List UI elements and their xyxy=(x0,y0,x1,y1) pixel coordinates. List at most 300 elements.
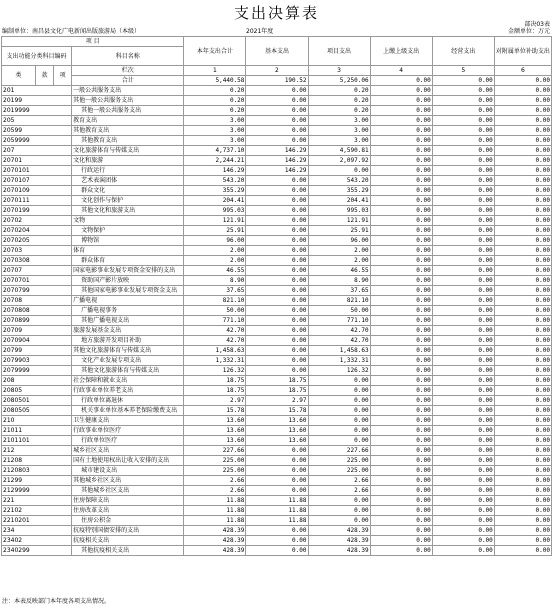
amount-cell: 0.00 xyxy=(370,166,432,176)
amount-cell: 0.00 xyxy=(246,136,308,146)
amount-cell: 0.00 xyxy=(432,216,494,226)
amount-cell: 821.10 xyxy=(184,296,246,306)
amount-cell: 0.00 xyxy=(432,146,494,156)
amount-cell: 0.00 xyxy=(370,276,432,286)
amount-cell: 13.60 xyxy=(184,416,246,426)
amount-cell: 0.00 xyxy=(432,106,494,116)
subject-code: 2059999 xyxy=(2,136,72,146)
amount-cell: 0.00 xyxy=(370,416,432,426)
amount-cell: 1,332.31 xyxy=(308,356,370,366)
amount-cell: 11.88 xyxy=(184,496,246,506)
amount-cell: 0.00 xyxy=(370,536,432,546)
subject-name: 其他城乡社区支出 xyxy=(72,476,184,486)
table-row xyxy=(2,166,552,176)
table-row xyxy=(2,106,552,116)
amount-cell: 428.39 xyxy=(184,526,246,536)
header-heji: 合计 xyxy=(72,76,184,86)
total-cell: 0.00 xyxy=(432,76,494,86)
amount-cell: 0.00 xyxy=(432,196,494,206)
amount-cell: 0.00 xyxy=(432,246,494,256)
subject-code: 2340299 xyxy=(2,546,72,556)
subject-code: 20708 xyxy=(2,296,72,306)
subject-name: 城乡社区支出 xyxy=(72,446,184,456)
subject-code: 2070799 xyxy=(2,286,72,296)
subject-name: 旅游发展基金支出 xyxy=(72,326,184,336)
amount-cell: 0.20 xyxy=(308,86,370,96)
amount-cell: 0.00 xyxy=(494,316,551,326)
amount-cell: 428.39 xyxy=(308,546,370,556)
amount-cell: 0.00 xyxy=(494,356,551,366)
amount-cell: 0.00 xyxy=(308,416,370,426)
table-row xyxy=(2,266,552,276)
expenditure-table xyxy=(1,36,552,556)
amount-cell: 0.00 xyxy=(432,266,494,276)
amount-cell: 0.00 xyxy=(246,226,308,236)
table-row xyxy=(2,516,552,526)
table-row xyxy=(2,286,552,296)
table-row xyxy=(2,296,552,306)
amount-cell: 0.00 xyxy=(494,236,551,246)
amount-cell: 0.00 xyxy=(370,186,432,196)
subject-name: 体育 xyxy=(72,246,184,256)
amount-cell: 2.66 xyxy=(184,476,246,486)
amount-cell: 2.00 xyxy=(308,256,370,266)
subject-name: 城市建设支出 xyxy=(72,466,184,476)
amount-cell: 0.00 xyxy=(308,426,370,436)
amount-cell: 0.00 xyxy=(432,296,494,306)
amount-cell: 18.75 xyxy=(246,376,308,386)
amount-cell: 0.00 xyxy=(432,186,494,196)
subject-code: 2070109 xyxy=(2,186,72,196)
header-col-3: 项目支出 xyxy=(308,37,370,66)
amount-cell: 0.00 xyxy=(432,386,494,396)
amount-cell: 3.00 xyxy=(184,136,246,146)
table-row xyxy=(2,246,552,256)
amount-cell: 225.00 xyxy=(184,466,246,476)
table-row xyxy=(2,456,552,466)
subject-code: 2079903 xyxy=(2,356,72,366)
amount-cell: 8.90 xyxy=(184,276,246,286)
amount-cell: 0.00 xyxy=(494,496,551,506)
table-row xyxy=(2,376,552,386)
amount-cell: 0.00 xyxy=(494,486,551,496)
subject-code: 221 xyxy=(2,496,72,506)
amount-cell: 0.00 xyxy=(370,306,432,316)
amount-cell: 1,458.63 xyxy=(308,346,370,356)
subject-code: 2101101 xyxy=(2,436,72,446)
amount-cell: 13.60 xyxy=(246,426,308,436)
amount-cell: 0.00 xyxy=(494,406,551,416)
table-row xyxy=(2,536,552,546)
table-row xyxy=(2,216,552,226)
amount-cell: 25.91 xyxy=(308,226,370,236)
amount-cell: 0.00 xyxy=(494,526,551,536)
amount-cell: 0.00 xyxy=(494,266,551,276)
amount-cell: 0.00 xyxy=(432,256,494,266)
table-row xyxy=(2,366,552,376)
table-row xyxy=(2,436,552,446)
subject-name: 资助国产影片放映 xyxy=(72,276,184,286)
amount-cell: 0.00 xyxy=(432,396,494,406)
amount-cell: 0.00 xyxy=(494,536,551,546)
amount-cell: 225.00 xyxy=(184,456,246,466)
page-title: 支出决算表 xyxy=(233,4,319,22)
subject-code: 210 xyxy=(2,416,72,426)
amount-cell: 0.00 xyxy=(246,466,308,476)
header-lanci: 栏次 xyxy=(72,66,184,76)
subject-name: 抗疫特别国债安排的支出 xyxy=(72,526,184,536)
total-cell: 0.00 xyxy=(370,76,432,86)
amount-cell: 0.00 xyxy=(494,146,551,156)
amount-cell: 8.90 xyxy=(308,276,370,286)
amount-cell: 0.00 xyxy=(308,386,370,396)
amount-cell: 0.00 xyxy=(370,206,432,216)
amount-cell: 3.00 xyxy=(308,126,370,136)
amount-cell: 0.00 xyxy=(246,346,308,356)
amount-cell: 2.97 xyxy=(246,396,308,406)
amount-cell: 2.97 xyxy=(184,396,246,406)
amount-cell: 3.00 xyxy=(308,116,370,126)
subject-name: 行政单位离退休 xyxy=(72,396,184,406)
amount-cell: 146.29 xyxy=(184,166,246,176)
amount-cell: 0.00 xyxy=(432,486,494,496)
subject-code: 205 xyxy=(2,116,72,126)
sheet-number: 部决03表 xyxy=(524,21,550,28)
amount-cell: 0.00 xyxy=(370,266,432,276)
subject-name: 卫生健康支出 xyxy=(72,416,184,426)
table-row xyxy=(2,496,552,506)
table-row xyxy=(2,306,552,316)
subject-code: 2070199 xyxy=(2,206,72,216)
amount-cell: 0.00 xyxy=(370,316,432,326)
amount-cell: 0.00 xyxy=(370,546,432,556)
amount-cell: 0.00 xyxy=(246,296,308,306)
subject-name: 其他文化和旅游支出 xyxy=(72,206,184,216)
amount-cell: 2,097.92 xyxy=(308,156,370,166)
amount-cell: 355.29 xyxy=(308,186,370,196)
amount-cell: 0.00 xyxy=(494,226,551,236)
amount-cell: 0.00 xyxy=(494,456,551,466)
subject-code: 22102 xyxy=(2,506,72,516)
amount-cell: 0.00 xyxy=(494,516,551,526)
amount-cell: 0.00 xyxy=(370,196,432,206)
amount-cell: 0.00 xyxy=(370,506,432,516)
amount-cell: 0.00 xyxy=(370,286,432,296)
amount-cell: 0.00 xyxy=(370,366,432,376)
amount-cell: 0.00 xyxy=(432,96,494,106)
amount-cell: 0.00 xyxy=(370,106,432,116)
amount-cell: 0.00 xyxy=(370,496,432,506)
subject-code: 2070101 xyxy=(2,166,72,176)
amount-cell: 0.00 xyxy=(494,176,551,186)
amount-cell: 0.00 xyxy=(432,426,494,436)
amount-cell: 821.10 xyxy=(308,296,370,306)
amount-cell: 0.00 xyxy=(370,156,432,166)
subject-code: 2070111 xyxy=(2,196,72,206)
subject-code: 2120803 xyxy=(2,466,72,476)
amount-cell: 0.00 xyxy=(370,96,432,106)
header-func-code: 支出功能分类科目编码 xyxy=(2,47,72,66)
subject-name: 群众文化 xyxy=(72,186,184,196)
amount-cell: 1,458.63 xyxy=(184,346,246,356)
amount-cell: 0.00 xyxy=(246,306,308,316)
subject-name: 住房公积金 xyxy=(72,516,184,526)
total-cell: 5,250.06 xyxy=(308,76,370,86)
table-row xyxy=(2,546,552,556)
subject-name: 国家电影事业发展专项资金安排的支出 xyxy=(72,266,184,276)
amount-cell: 0.00 xyxy=(432,136,494,146)
amount-cell: 4,737.10 xyxy=(184,146,246,156)
report-year: 2021年度 xyxy=(246,28,274,35)
amount-cell: 0.00 xyxy=(494,276,551,286)
amount-cell: 0.00 xyxy=(308,166,370,176)
amount-cell: 0.00 xyxy=(370,346,432,356)
amount-cell: 0.00 xyxy=(432,306,494,316)
amount-cell: 0.00 xyxy=(246,236,308,246)
amount-cell: 0.00 xyxy=(308,376,370,386)
header-col-4: 上缴上级支出 xyxy=(370,37,432,66)
amount-cell: 0.00 xyxy=(370,456,432,466)
amount-cell: 13.60 xyxy=(246,416,308,426)
table-row xyxy=(2,316,552,326)
amount-cell: 0.00 xyxy=(494,286,551,296)
amount-cell: 0.00 xyxy=(494,216,551,226)
amount-cell: 0.20 xyxy=(184,96,246,106)
subject-code: 2070205 xyxy=(2,236,72,246)
subject-code: 23402 xyxy=(2,536,72,546)
amount-cell: 13.60 xyxy=(184,426,246,436)
table-row xyxy=(2,526,552,536)
amount-cell: 96.00 xyxy=(184,236,246,246)
subject-name: 其他教育支出 xyxy=(72,126,184,136)
subject-code: 2070107 xyxy=(2,176,72,186)
subject-name: 其他教育支出 xyxy=(72,136,184,146)
amount-cell: 0.00 xyxy=(432,476,494,486)
amount-cell: 0.00 xyxy=(494,426,551,436)
amount-cell: 0.00 xyxy=(246,316,308,326)
amount-cell: 0.00 xyxy=(432,516,494,526)
amount-cell: 0.00 xyxy=(432,506,494,516)
amount-cell: 0.00 xyxy=(432,436,494,446)
amount-cell: 0.00 xyxy=(246,276,308,286)
total-cell: 0.00 xyxy=(494,76,551,86)
amount-cell: 0.00 xyxy=(246,286,308,296)
header-colnum-5: 5 xyxy=(432,66,494,76)
amount-cell: 0.00 xyxy=(432,526,494,536)
amount-cell: 0.00 xyxy=(308,496,370,506)
amount-cell: 0.00 xyxy=(432,166,494,176)
amount-cell: 0.00 xyxy=(494,506,551,516)
amount-cell: 0.00 xyxy=(494,116,551,126)
subject-code: 2129999 xyxy=(2,486,72,496)
subject-code: 208 xyxy=(2,376,72,386)
amount-cell: 0.00 xyxy=(432,276,494,286)
amount-cell: 42.70 xyxy=(184,336,246,346)
amount-cell: 0.00 xyxy=(370,216,432,226)
subject-code: 2019999 xyxy=(2,106,72,116)
amount-cell: 995.03 xyxy=(308,206,370,216)
subject-name: 艺术表演团体 xyxy=(72,176,184,186)
subject-code: 2080505 xyxy=(2,406,72,416)
amount-cell: 0.00 xyxy=(370,86,432,96)
amount-cell: 37.65 xyxy=(184,286,246,296)
amount-cell: 0.00 xyxy=(432,366,494,376)
amount-cell: 0.00 xyxy=(370,336,432,346)
subject-code: 20709 xyxy=(2,326,72,336)
amount-cell: 0.00 xyxy=(370,236,432,246)
amount-cell: 13.60 xyxy=(246,436,308,446)
amount-cell: 0.00 xyxy=(494,416,551,426)
amount-cell: 0.00 xyxy=(432,406,494,416)
amount-cell: 15.78 xyxy=(246,406,308,416)
table-row xyxy=(2,416,552,426)
amount-cell: 0.00 xyxy=(370,176,432,186)
amount-cell: 0.00 xyxy=(432,416,494,426)
amount-cell: 204.41 xyxy=(184,196,246,206)
table-row xyxy=(2,196,552,206)
amount-cell: 0.00 xyxy=(370,446,432,456)
amount-cell: 0.00 xyxy=(246,456,308,466)
subject-code: 207 xyxy=(2,146,72,156)
amount-cell: 0.00 xyxy=(432,176,494,186)
amount-cell: 0.00 xyxy=(246,206,308,216)
amount-cell: 46.55 xyxy=(184,266,246,276)
amount-cell: 146.29 xyxy=(246,146,308,156)
amount-cell: 0.00 xyxy=(370,116,432,126)
subject-code: 20701 xyxy=(2,156,72,166)
amount-cell: 0.20 xyxy=(184,86,246,96)
table-row xyxy=(2,446,552,456)
amount-cell: 126.32 xyxy=(184,366,246,376)
compiling-unit: 编制单位：南昌县文化广电新闻出版旅游局（本级） xyxy=(2,28,141,35)
amount-cell: 0.00 xyxy=(494,96,551,106)
amount-cell: 37.65 xyxy=(308,286,370,296)
header-col-1: 本年支出合计 xyxy=(184,37,246,66)
subject-name: 地方旅游开发项目补助 xyxy=(72,336,184,346)
subject-name: 文化创作与保护 xyxy=(72,196,184,206)
amount-cell: 0.00 xyxy=(246,186,308,196)
amount-cell: 0.00 xyxy=(432,446,494,456)
table-row xyxy=(2,146,552,156)
amount-cell: 0.20 xyxy=(184,106,246,116)
amount-cell: 355.29 xyxy=(184,186,246,196)
table-row xyxy=(2,476,552,486)
amount-cell: 0.00 xyxy=(370,476,432,486)
table-row xyxy=(2,356,552,366)
subject-code: 20799 xyxy=(2,346,72,356)
subject-name: 文化产业发展专项支出 xyxy=(72,356,184,366)
amount-cell: 0.00 xyxy=(246,196,308,206)
amount-cell: 0.00 xyxy=(246,176,308,186)
subject-name: 其他一般公共服务支出 xyxy=(72,96,184,106)
amount-cell: 0.00 xyxy=(246,106,308,116)
header-col-5: 经营支出 xyxy=(432,37,494,66)
amount-cell: 0.00 xyxy=(246,486,308,496)
header-project: 项 目 xyxy=(2,37,184,47)
subject-name: 行政运行 xyxy=(72,166,184,176)
subject-code: 20703 xyxy=(2,246,72,256)
amount-cell: 11.88 xyxy=(184,506,246,516)
subject-name: 社会保障和就业支出 xyxy=(72,376,184,386)
amount-cell: 2.00 xyxy=(184,246,246,256)
subject-name: 行政事业单位养老支出 xyxy=(72,386,184,396)
amount-cell: 0.00 xyxy=(494,386,551,396)
amount-cell: 0.00 xyxy=(246,546,308,556)
amount-cell: 0.00 xyxy=(432,126,494,136)
subject-name: 行政事业单位医疗 xyxy=(72,426,184,436)
amount-cell: 42.70 xyxy=(184,326,246,336)
amount-cell: 0.00 xyxy=(432,356,494,366)
amount-cell: 0.00 xyxy=(494,436,551,446)
amount-cell: 0.00 xyxy=(246,256,308,266)
amount-cell: 146.29 xyxy=(246,166,308,176)
subject-name: 其他抗疫相关支出 xyxy=(72,546,184,556)
amount-cell: 0.00 xyxy=(494,246,551,256)
amount-cell: 428.39 xyxy=(184,536,246,546)
table-row xyxy=(2,256,552,266)
table-row xyxy=(2,326,552,336)
subject-code: 20702 xyxy=(2,216,72,226)
amount-cell: 0.00 xyxy=(432,546,494,556)
amount-cell: 0.00 xyxy=(370,126,432,136)
amount-cell: 18.75 xyxy=(246,386,308,396)
table-row xyxy=(2,206,552,216)
amount-cell: 428.39 xyxy=(308,536,370,546)
subject-name: 教育支出 xyxy=(72,116,184,126)
amount-cell: 0.00 xyxy=(494,206,551,216)
amount-cell: 0.00 xyxy=(246,336,308,346)
amount-cell: 96.00 xyxy=(308,236,370,246)
subject-name: 其他广播电视支出 xyxy=(72,316,184,326)
money-unit: 金额单位：万元 xyxy=(507,28,550,35)
subject-name: 抗疫相关支出 xyxy=(72,536,184,546)
amount-cell: 0.00 xyxy=(494,336,551,346)
amount-cell: 50.00 xyxy=(308,306,370,316)
table-row xyxy=(2,336,552,346)
amount-cell: 771.10 xyxy=(308,316,370,326)
amount-cell: 0.00 xyxy=(370,426,432,436)
table-row xyxy=(2,386,552,396)
table-row xyxy=(2,226,552,236)
amount-cell: 11.88 xyxy=(184,516,246,526)
header-colnum-6: 6 xyxy=(494,66,551,76)
amount-cell: 0.00 xyxy=(370,256,432,266)
amount-cell: 543.20 xyxy=(308,176,370,186)
amount-cell: 2.66 xyxy=(308,486,370,496)
amount-cell: 121.91 xyxy=(184,216,246,226)
table-row xyxy=(2,126,552,136)
table-row xyxy=(2,156,552,166)
amount-cell: 2.00 xyxy=(184,256,246,266)
subject-code: 21299 xyxy=(2,476,72,486)
amount-cell: 2,244.21 xyxy=(184,156,246,166)
subject-code: 2070308 xyxy=(2,256,72,266)
amount-cell: 0.00 xyxy=(494,166,551,176)
header-colnum-2: 2 xyxy=(246,66,308,76)
table-row xyxy=(2,426,552,436)
amount-cell: 42.70 xyxy=(308,326,370,336)
amount-cell: 0.00 xyxy=(246,446,308,456)
subject-name: 文化旅游体育与传媒支出 xyxy=(72,146,184,156)
subject-name: 机关事业单位基本养老保险缴费支出 xyxy=(72,406,184,416)
amount-cell: 0.20 xyxy=(308,106,370,116)
amount-cell: 0.00 xyxy=(370,486,432,496)
amount-cell: 0.00 xyxy=(370,296,432,306)
table-row xyxy=(2,86,552,96)
amount-cell: 0.00 xyxy=(246,356,308,366)
amount-cell: 0.00 xyxy=(432,466,494,476)
footnote: 注：本表反映部门本年度各项支出情况。 xyxy=(2,598,111,605)
